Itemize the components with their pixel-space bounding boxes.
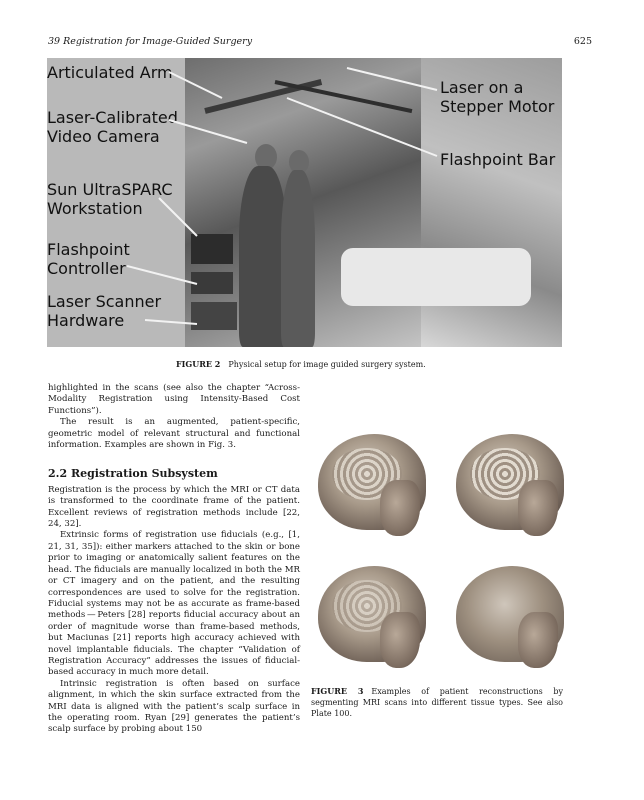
arrow-laser-camera bbox=[169, 120, 247, 143]
figure-3-caption-label: FIGURE 3 bbox=[311, 686, 364, 696]
section-title: 2.2 Registration Subsystem bbox=[48, 467, 218, 481]
label-flashpoint-controller: Flashpoint Controller bbox=[47, 240, 130, 278]
figure-2-caption-label: FIGURE 2 bbox=[176, 359, 221, 369]
arrow-articulated-arm bbox=[169, 72, 222, 98]
arrow-flashpoint-bar bbox=[287, 98, 437, 156]
figure-2-caption-text: Physical setup for image guided surgery system. bbox=[228, 360, 426, 369]
arrow-workstation bbox=[159, 198, 197, 236]
reconstruction-2 bbox=[448, 430, 570, 542]
figure-2-caption bbox=[176, 359, 426, 370]
reconstruction-4 bbox=[448, 562, 570, 674]
label-laser-stepper: Laser on a Stepper Motor bbox=[440, 78, 555, 116]
arrow-laser-stepper bbox=[347, 68, 437, 90]
figure-2-arrows bbox=[47, 58, 562, 347]
reconstruction-3 bbox=[310, 562, 432, 674]
paragraph-3: Registration is the process by which the MRI or CT data is transformed to the coordinate frame of the patient. Excellent reviews of registration methods include [22, 24, 32]. bbox=[48, 484, 300, 530]
paragraph-2: The result is an augmented, patient-specific, geometric model of relevant structural and functional information. Examples are shown in Fig. 3. bbox=[48, 417, 300, 451]
reconstruction-1 bbox=[310, 430, 432, 542]
arrow-laser-scanner bbox=[145, 320, 197, 324]
body-column bbox=[48, 383, 300, 736]
figure-3-caption bbox=[311, 686, 563, 719]
paragraph-4: Extrinsic forms of registration use fiducials (e.g., [1, 21, 31, 35]): either markers attached to the skin or bone prior to imaging or anatomically salient features on the head. The fiducials are manually localized in both the MR or CT imagery and on the patient, and the resulting correspondences are used to solve for the registration. Fiducial systems may not be as accurate as frame-based methods — Peters [28] reports fiducial accuracy about an order of magnitude worse than frame-based methods, but Maciunas [21] reports high accuracy achieved with novel implantable fiducials. The chapter “Validation of Registration Accuracy” addresses the issues of fiducial-based accuracy in much more detail. bbox=[48, 530, 300, 678]
paragraph-1: highlighted in the scans (see also the chapter “Across-Modality Registration using Intensity-Based Cost Functions”). bbox=[48, 383, 300, 416]
label-flashpoint-bar: Flashpoint Bar bbox=[440, 150, 556, 169]
label-workstation: Sun UltraSPARC Workstation bbox=[47, 180, 173, 218]
figure-3-reconstructions bbox=[310, 430, 574, 680]
figure-2-photo bbox=[47, 58, 562, 347]
label-laser-camera: Laser-Calibrated Video Camera bbox=[47, 108, 178, 146]
figure-3-caption-text: Examples of patient reconstructions by segmenting MRI scans into different tissue types. See also Plate 100. bbox=[311, 687, 563, 718]
paragraph-5: Intrinsic registration is often based on surface alignment, in which the skin surface extracted from the MRI data is aligned with the patient’s scalp surface in the operating room. Ryan [29] generates the patient’s scalp surface by probing about 150 bbox=[48, 678, 300, 735]
running-header bbox=[48, 36, 592, 50]
arrow-flashpoint-controller bbox=[127, 266, 197, 284]
label-laser-scanner: Laser Scanner Hardware bbox=[47, 292, 162, 330]
page-number: 625 bbox=[573, 36, 592, 47]
chapter-title: 39 Registration for Image-Guided Surgery bbox=[48, 36, 253, 47]
label-articulated-arm: Articulated Arm bbox=[47, 63, 173, 82]
